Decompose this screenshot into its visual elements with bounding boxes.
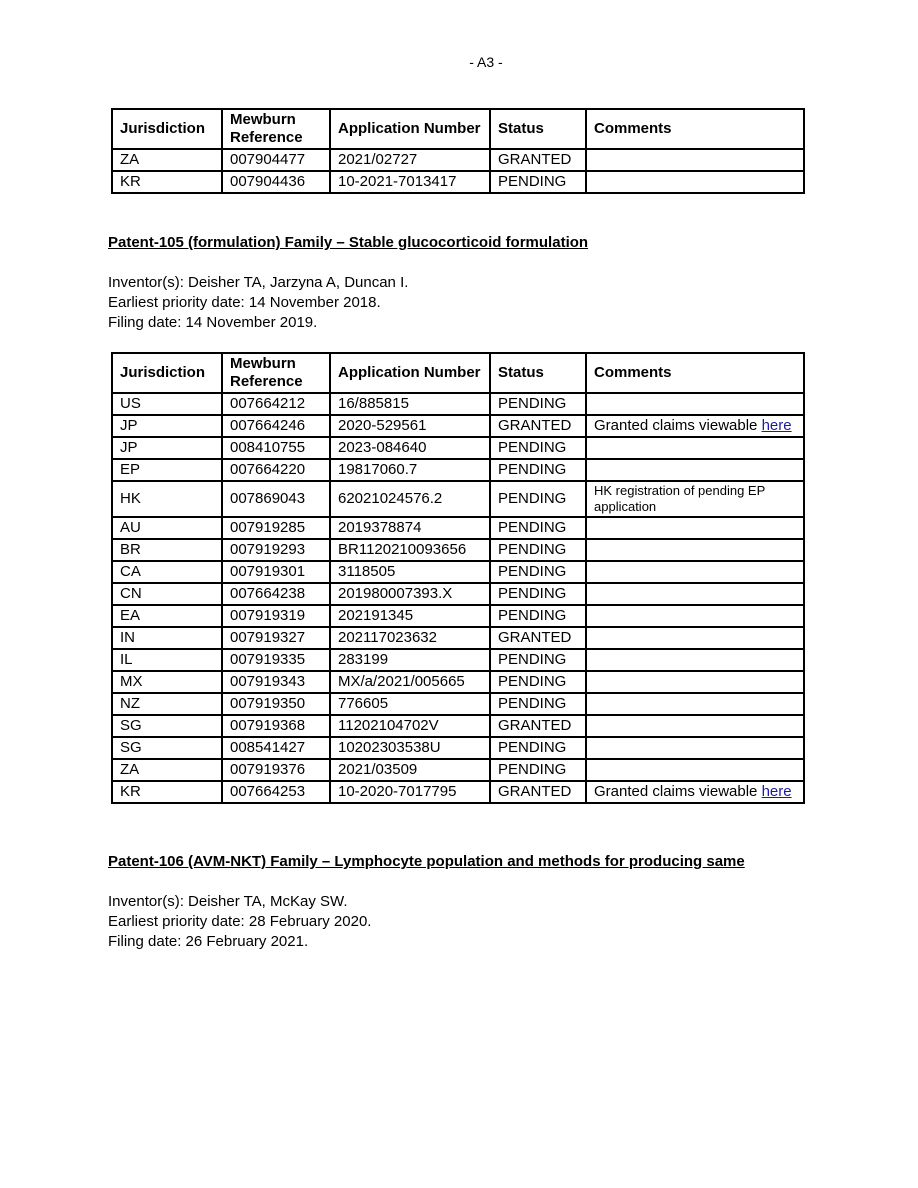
mewburn-reference-cell: 007919285 xyxy=(222,517,330,539)
col-application-number: Application Number xyxy=(330,353,490,393)
jurisdiction-cell: CN xyxy=(112,583,222,605)
jurisdiction-cell: EA xyxy=(112,605,222,627)
comments-cell xyxy=(586,459,804,481)
jurisdiction-cell: SG xyxy=(112,737,222,759)
application-number-cell: 11202104702V xyxy=(330,715,490,737)
col-mewburn-reference: Mewburn Reference xyxy=(222,109,330,149)
mewburn-reference-cell: 007664212 xyxy=(222,393,330,415)
status-cell: GRANTED xyxy=(490,149,586,171)
patent-106-priority-date: Earliest priority date: 28 February 2020. xyxy=(108,913,372,930)
application-number-cell: 283199 xyxy=(330,649,490,671)
col-status: Status xyxy=(490,109,586,149)
mewburn-reference-cell: 007664253 xyxy=(222,781,330,803)
status-cell: PENDING xyxy=(490,693,586,715)
jurisdiction-cell: IN xyxy=(112,627,222,649)
table-row xyxy=(112,759,804,781)
application-number-cell: 2021/03509 xyxy=(330,759,490,781)
comments-cell xyxy=(586,693,804,715)
comments-cell xyxy=(586,561,804,583)
table-row xyxy=(112,605,804,627)
mewburn-reference-cell: 007919293 xyxy=(222,539,330,561)
jurisdiction-cell: MX xyxy=(112,671,222,693)
col-comments: Comments xyxy=(586,109,804,149)
comments-cell xyxy=(586,759,804,781)
table-row xyxy=(112,393,804,415)
comments-cell xyxy=(586,781,804,803)
col-application-number: Application Number xyxy=(330,109,490,149)
comments-cell xyxy=(586,171,804,193)
patent-106-filing-date: Filing date: 26 February 2021. xyxy=(108,933,309,950)
table-row xyxy=(112,781,804,803)
status-cell: GRANTED xyxy=(490,627,586,649)
comments-cell xyxy=(586,649,804,671)
jurisdiction-cell: KR xyxy=(112,171,222,193)
application-number-cell: 202191345 xyxy=(330,605,490,627)
jurisdiction-cell: HK xyxy=(112,481,222,517)
patent-106-heading: Patent-106 (AVM-NKT) Family – Lymphocyte population and methods for producing same xyxy=(108,853,745,870)
application-number-cell: 10202303538U xyxy=(330,737,490,759)
jurisdiction-cell: IL xyxy=(112,649,222,671)
col-mewburn-reference: Mewburn Reference xyxy=(222,353,330,393)
jurisdiction-cell: ZA xyxy=(112,149,222,171)
table-row xyxy=(112,437,804,459)
table-header-row xyxy=(112,109,804,149)
table-row xyxy=(112,671,804,693)
mewburn-reference-cell: 007919376 xyxy=(222,759,330,781)
comment-text: Granted claims viewable xyxy=(594,783,762,800)
comments-cell xyxy=(586,737,804,759)
mewburn-reference-cell: 007664238 xyxy=(222,583,330,605)
patent-106-details xyxy=(108,892,371,952)
table-row xyxy=(112,539,804,561)
jurisdiction-cell: NZ xyxy=(112,693,222,715)
mewburn-reference-cell: 007664246 xyxy=(222,415,330,437)
patent-105-filing-date: Filing date: 14 November 2019. xyxy=(108,314,318,331)
mewburn-reference-cell: 007919368 xyxy=(222,715,330,737)
table-row xyxy=(112,561,804,583)
jurisdiction-cell: BR xyxy=(112,539,222,561)
patent-105-details xyxy=(108,273,408,333)
status-cell: PENDING xyxy=(490,583,586,605)
jurisdiction-cell: ZA xyxy=(112,759,222,781)
page-number: - A3 - xyxy=(469,54,503,70)
table-row xyxy=(112,459,804,481)
jurisdiction-cell: CA xyxy=(112,561,222,583)
status-cell: PENDING xyxy=(490,737,586,759)
jurisdiction-cell: US xyxy=(112,393,222,415)
table-row xyxy=(112,481,804,517)
status-cell: PENDING xyxy=(490,539,586,561)
col-jurisdiction: Jurisdiction xyxy=(112,109,222,149)
table-row xyxy=(112,583,804,605)
application-number-cell: 2023-084640 xyxy=(330,437,490,459)
mewburn-reference-cell: 008410755 xyxy=(222,437,330,459)
status-cell: PENDING xyxy=(490,671,586,693)
status-cell: PENDING xyxy=(490,561,586,583)
application-number-cell: 19817060.7 xyxy=(330,459,490,481)
mewburn-reference-cell: 007869043 xyxy=(222,481,330,517)
col-jurisdiction: Jurisdiction xyxy=(112,353,222,393)
mewburn-reference-cell: 007919335 xyxy=(222,649,330,671)
status-cell: GRANTED xyxy=(490,715,586,737)
status-cell: PENDING xyxy=(490,481,586,517)
mewburn-reference-cell: 007919327 xyxy=(222,627,330,649)
status-cell: PENDING xyxy=(490,437,586,459)
mewburn-reference-cell: 007919319 xyxy=(222,605,330,627)
jurisdiction-cell: EP xyxy=(112,459,222,481)
table-row xyxy=(112,415,804,437)
patent-105-priority-date: Earliest priority date: 14 November 2018. xyxy=(108,294,381,311)
patent-table-continued xyxy=(111,108,805,194)
mewburn-reference-cell: 007904436 xyxy=(222,171,330,193)
jurisdiction-cell: AU xyxy=(112,517,222,539)
status-cell: PENDING xyxy=(490,517,586,539)
comments-cell xyxy=(586,605,804,627)
comments-cell xyxy=(586,671,804,693)
application-number-cell: 201980007393.X xyxy=(330,583,490,605)
patent-105-table xyxy=(111,352,805,804)
application-number-cell: 776605 xyxy=(330,693,490,715)
table-row xyxy=(112,171,804,193)
table-row xyxy=(112,627,804,649)
patent-105-heading: Patent-105 (formulation) Family – Stable glucocorticoid formulation xyxy=(108,234,589,251)
application-number-cell: 62021024576.2 xyxy=(330,481,490,517)
jurisdiction-cell: SG xyxy=(112,715,222,737)
comments-cell xyxy=(586,627,804,649)
comments-cell xyxy=(586,481,804,517)
status-cell: PENDING xyxy=(490,459,586,481)
application-number-cell: 202117023632 xyxy=(330,627,490,649)
comments-cell xyxy=(586,715,804,737)
mewburn-reference-cell: 007919343 xyxy=(222,671,330,693)
granted-claims-link[interactable]: here xyxy=(761,783,792,800)
application-number-cell: 2021/02727 xyxy=(330,149,490,171)
status-cell: GRANTED xyxy=(490,781,586,803)
status-cell: PENDING xyxy=(490,393,586,415)
granted-claims-link[interactable]: here xyxy=(761,417,792,434)
patent-106-inventors: Inventor(s): Deisher TA, McKay SW. xyxy=(108,893,348,910)
application-number-cell: 16/885815 xyxy=(330,393,490,415)
jurisdiction-cell: KR xyxy=(112,781,222,803)
application-number-cell: 2019378874 xyxy=(330,517,490,539)
application-number-cell: 10-2020-7017795 xyxy=(330,781,490,803)
application-number-cell: BR1120210093656 xyxy=(330,539,490,561)
table-row xyxy=(112,693,804,715)
col-comments: Comments xyxy=(586,353,804,393)
comments-cell xyxy=(586,437,804,459)
application-number-cell: 10-2021-7013417 xyxy=(330,171,490,193)
col-status: Status xyxy=(490,353,586,393)
table-row xyxy=(112,649,804,671)
status-cell: PENDING xyxy=(490,605,586,627)
table-row xyxy=(112,715,804,737)
jurisdiction-cell: JP xyxy=(112,415,222,437)
comments-cell xyxy=(586,539,804,561)
status-cell: PENDING xyxy=(490,649,586,671)
mewburn-reference-cell: 007919301 xyxy=(222,561,330,583)
mewburn-reference-cell: 007904477 xyxy=(222,149,330,171)
mewburn-reference-cell: 007664220 xyxy=(222,459,330,481)
patent-105-inventors: Inventor(s): Deisher TA, Jarzyna A, Duncan I. xyxy=(108,274,409,291)
status-cell: GRANTED xyxy=(490,415,586,437)
table-row xyxy=(112,517,804,539)
comments-cell xyxy=(586,415,804,437)
table-row xyxy=(112,737,804,759)
table-row xyxy=(112,149,804,171)
application-number-cell: MX/a/2021/005665 xyxy=(330,671,490,693)
status-cell: PENDING xyxy=(490,171,586,193)
application-number-cell: 2020-529561 xyxy=(330,415,490,437)
application-number-cell: 3118505 xyxy=(330,561,490,583)
status-cell: PENDING xyxy=(490,759,586,781)
comments-cell xyxy=(586,149,804,171)
comments-cell xyxy=(586,393,804,415)
table-header-row xyxy=(112,353,804,393)
jurisdiction-cell: JP xyxy=(112,437,222,459)
mewburn-reference-cell: 007919350 xyxy=(222,693,330,715)
comment-text: HK registration of pending EP application xyxy=(594,483,766,514)
comments-cell xyxy=(586,517,804,539)
mewburn-reference-cell: 008541427 xyxy=(222,737,330,759)
comment-text: Granted claims viewable xyxy=(594,417,762,434)
comments-cell xyxy=(586,583,804,605)
